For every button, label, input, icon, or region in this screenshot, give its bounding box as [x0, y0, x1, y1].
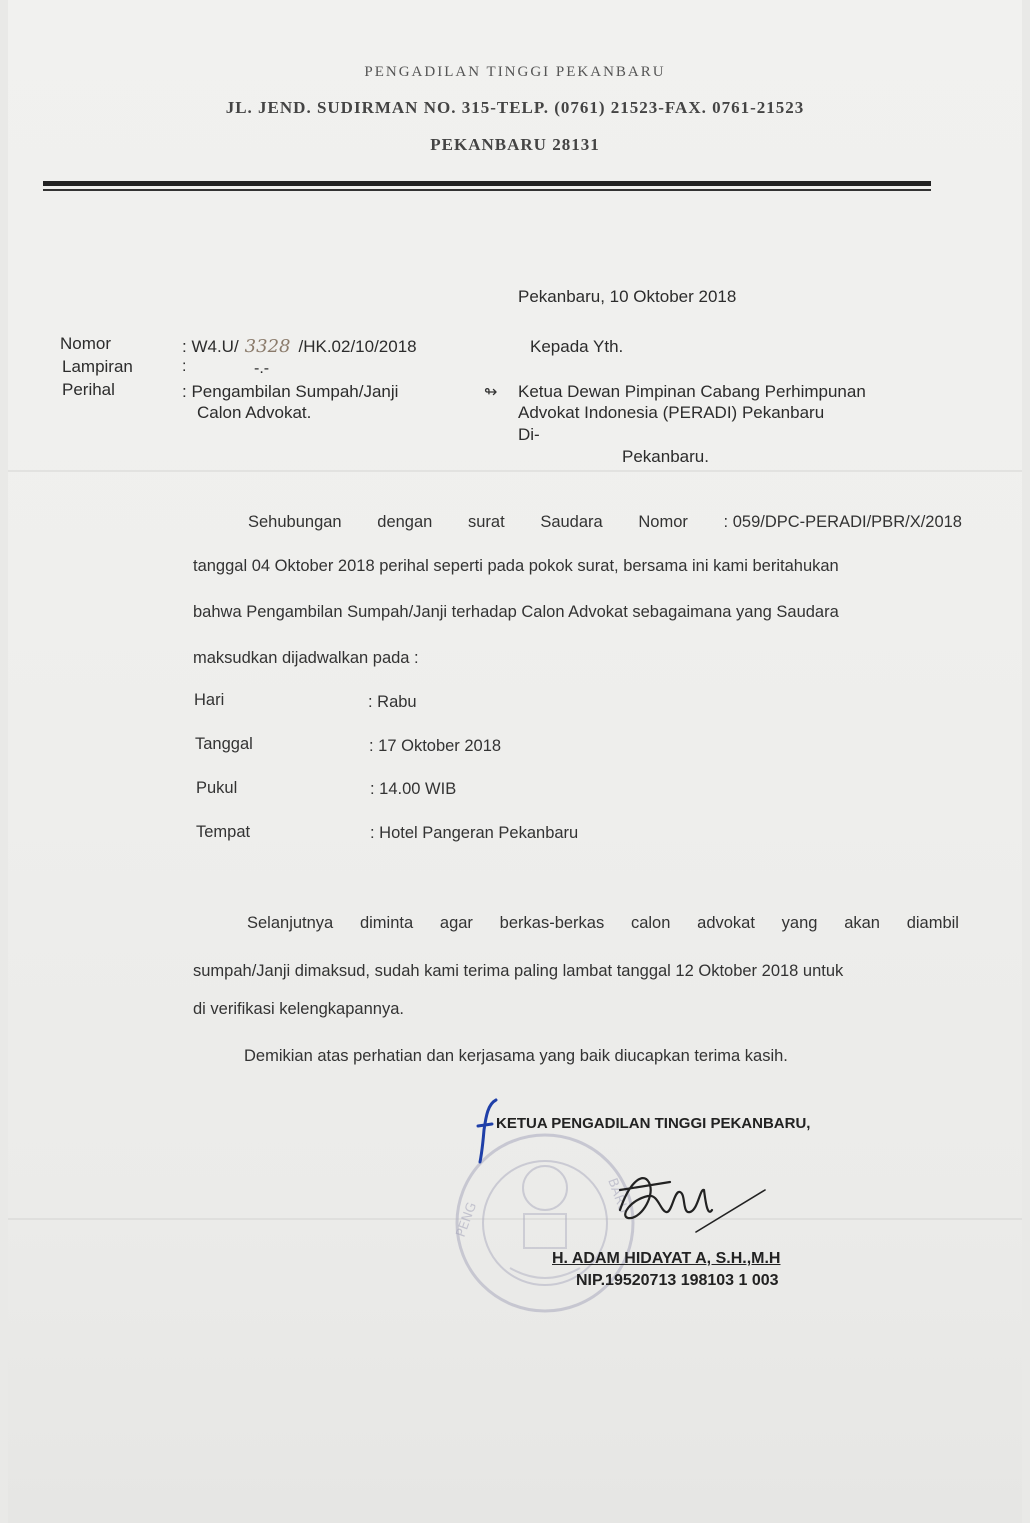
word: Selanjutnya — [247, 914, 334, 932]
word: Saudara — [540, 513, 603, 531]
fold-crease — [8, 470, 1022, 472]
signatory-name: H. ADAM HIDAYAT A, S.H.,M.H — [552, 1250, 781, 1267]
body-p3: Demikian atas perhatian dan kerjasama yang baik diucapkan terima kasih. — [244, 1047, 788, 1065]
word: diminta — [359, 914, 414, 932]
letterhead-address: JL. JEND. SUDIRMAN NO. 315-TELP. (0761) 21523-FAX. 0761-21523 — [225, 98, 805, 117]
word: dengan — [377, 513, 433, 531]
word: Sehubungan — [248, 513, 342, 531]
word: Nomor — [638, 513, 688, 531]
lampiran-colon: : — [182, 358, 187, 375]
letterhead-rule-thick — [43, 181, 931, 186]
word: yang — [781, 914, 818, 932]
letter-date: Pekanbaru, 10 Oktober 2018 — [518, 287, 737, 306]
recipient-line2: Advokat Indonesia (PERADI) Pekanbaru — [518, 403, 825, 422]
signature-title: KETUA PENGADILAN TINGGI PEKANBARU, — [496, 1115, 811, 1132]
recipient-line3: Di- — [518, 425, 540, 444]
word: advokat — [697, 914, 755, 932]
recipient-mark: ↬ — [484, 384, 498, 401]
schedule-pukul-label: Pukul — [196, 779, 238, 797]
signature-scribble — [600, 1160, 780, 1250]
schedule-tempat-value: : Hotel Pangeran Pekanbaru — [370, 824, 579, 842]
word: calon — [630, 914, 671, 932]
recipient-line4: Pekanbaru. — [622, 447, 709, 466]
recipient-line1: Ketua Dewan Pimpinan Cabang Perhimpunan — [518, 382, 866, 401]
body-p1-line2: tanggal 04 Oktober 2018 perihal seperti pada pokok surat, bersama ini kami beritahukan — [193, 557, 839, 575]
perihal-label: Perihal — [62, 380, 115, 399]
nomor-prefix: : W4.U/ — [182, 337, 239, 356]
schedule-pukul-value: : 14.00 WIB — [370, 780, 457, 798]
body-p1-line3: bahwa Pengambilan Sumpah/Janji terhadap Calon Advokat sebagaimana yang Saudara — [193, 603, 839, 621]
lampiran-label: Lampiran — [62, 357, 133, 376]
word: agar — [439, 914, 473, 932]
nomor-suffix: /HK.02/10/2018 — [298, 337, 417, 356]
schedule-hari-label: Hari — [194, 691, 225, 709]
lampiran-value: -.- — [254, 360, 270, 377]
schedule-tanggal-value: : 17 Oktober 2018 — [369, 737, 502, 755]
body-p1-line1 — [248, 513, 962, 532]
word: akan — [844, 914, 880, 932]
stamp-text-left: PENG — [453, 1200, 481, 1240]
body-p2-line2: sumpah/Janji dimaksud, sudah kami terima paling lambat tanggal 12 Oktober 2018 untuk — [193, 962, 844, 980]
perihal-line2: Calon Advokat. — [197, 403, 312, 422]
word: berkas-berkas — [499, 914, 605, 932]
letterhead-institution: PENGADILAN TINGGI PEKANBARU — [364, 64, 666, 80]
stamp-text-right: BARU — [604, 1176, 631, 1216]
word: diambil — [906, 914, 959, 932]
body-p1-line4: maksudkan dijadwalkan pada : — [193, 649, 419, 667]
schedule-tempat-label: Tempat — [196, 823, 251, 841]
recipient-greeting: Kepada Yth. — [530, 337, 624, 356]
nomor-label: Nomor — [60, 334, 112, 353]
signatory-nip: NIP.19520713 198103 1 003 — [576, 1272, 779, 1289]
body-p2-line1 — [247, 914, 959, 933]
letterhead-city: PEKANBARU 28131 — [430, 135, 600, 154]
word: surat — [467, 513, 505, 531]
letterhead-rule-thin — [43, 189, 931, 191]
schedule-hari-value: : Rabu — [368, 693, 417, 711]
body-p2-line3: di verifikasi kelengkapannya. — [193, 1000, 404, 1018]
nomor-handwritten: 3328 — [244, 336, 291, 357]
perihal-line1: : Pengambilan Sumpah/Janji — [182, 382, 399, 401]
word: : 059/DPC-PERADI/PBR/X/2018 — [723, 513, 962, 531]
nomor-value — [182, 336, 417, 357]
schedule-tanggal-label: Tanggal — [195, 735, 253, 753]
